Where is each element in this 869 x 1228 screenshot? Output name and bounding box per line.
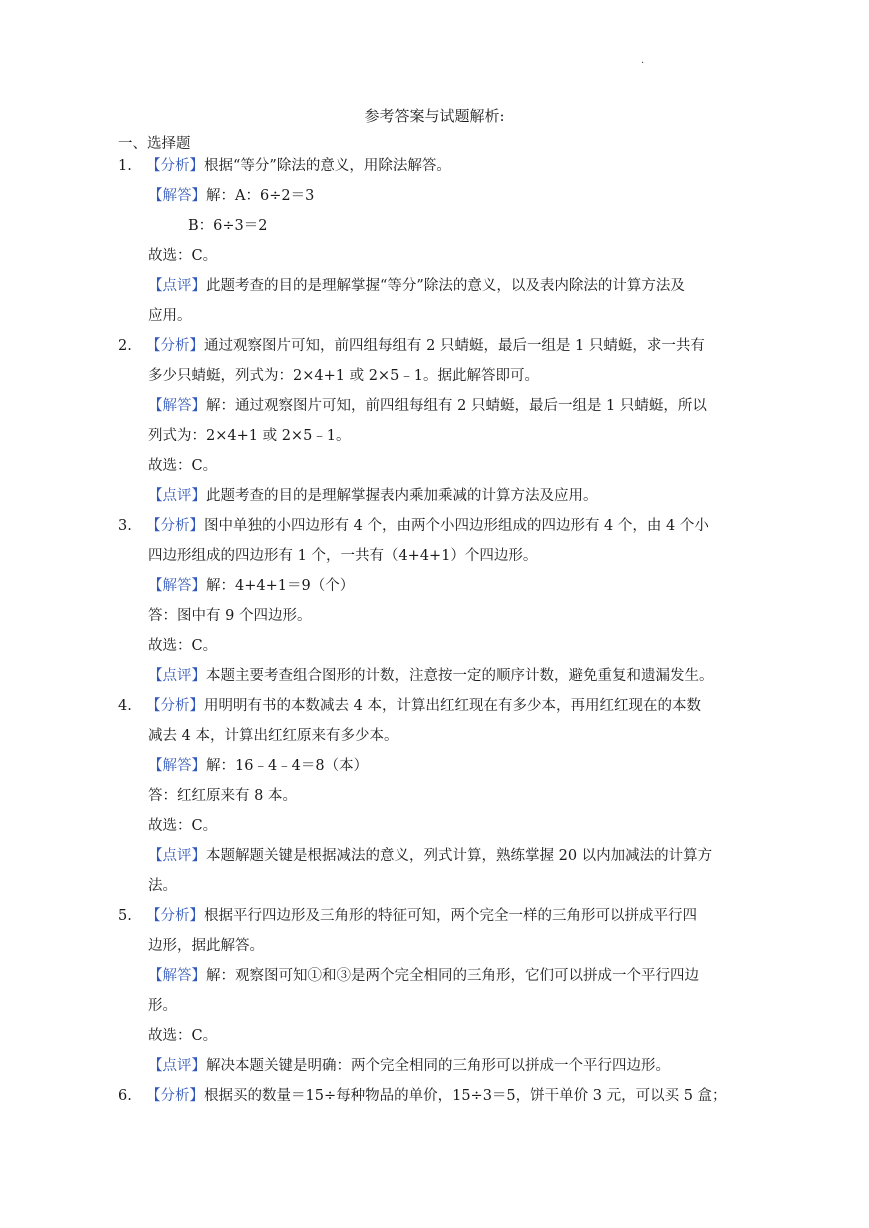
- line-text: 法。: [148, 878, 177, 894]
- question-number: 5.: [118, 908, 132, 924]
- question-line: [118, 906, 697, 926]
- line-text: 四边形组成的四边形有 1 个，一共有（4+4+1）个四边形。: [148, 548, 538, 564]
- tag-label: 【解答】: [148, 188, 206, 204]
- answer-line: [148, 1056, 670, 1076]
- line-text: 用明明有书的本数减去 4 本，计算出红红现在有多少本，再用红红现在的本数: [204, 698, 701, 714]
- answer-line: [148, 426, 351, 446]
- line-text: 解决本题关键是明确：两个完全相同的三角形可以拼成一个平行四边形。: [206, 1058, 670, 1074]
- answer-line: [148, 546, 537, 566]
- answer-line: [148, 486, 598, 506]
- question-number: 2.: [118, 338, 132, 354]
- answer-line: [148, 636, 217, 656]
- tag-label: 【点评】: [148, 488, 206, 504]
- line-text: 形。: [148, 998, 177, 1014]
- question-line: [118, 696, 701, 716]
- question-number: 6.: [118, 1088, 132, 1104]
- tag-label: 【点评】: [148, 848, 206, 864]
- line-text: 答：图中有 9 个四边形。: [148, 608, 312, 624]
- line-text: 此题考查的目的是理解掌握表内乘加乘减的计算方法及应用。: [206, 488, 598, 504]
- tag-label: 【点评】: [148, 668, 206, 684]
- line-text: 故选：C。: [148, 458, 218, 474]
- line-text: 本题主要考查组合图形的计数，注意按一定的顺序计数，避免重复和遗漏发生。: [206, 668, 714, 684]
- answer-line: [148, 456, 217, 476]
- answer-line: [148, 846, 712, 866]
- line-text: 本题解题关键是根据减法的意义，列式计算，熟练掌握 20 以内加减法的计算方: [206, 848, 713, 864]
- answer-line: [148, 606, 311, 626]
- header-dot: .: [641, 55, 645, 66]
- answer-line: [148, 576, 354, 596]
- line-text: 根据平行四边形及三角形的特征可知，两个完全一样的三角形可以拼成平行四: [204, 908, 697, 924]
- answer-line: [188, 216, 267, 236]
- answer-line: [148, 936, 264, 956]
- answer-line: [148, 996, 177, 1016]
- question-line: [118, 1086, 727, 1106]
- line-text: 解：4+4+1＝9（个）: [206, 578, 355, 594]
- line-text: 故选：C。: [148, 638, 218, 654]
- answer-line: [148, 276, 685, 296]
- tag-label: 【分析】: [146, 338, 204, 354]
- answer-line: [148, 306, 192, 326]
- line-text: 图中单独的小四边形有 4 个，由两个小四边形组成的四边形有 4 个，由 4 个小: [204, 518, 709, 534]
- line-text: 减去 4 本，计算出红红原来有多少本。: [148, 728, 399, 744]
- line-text: 解：16﹣4﹣4＝8（本）: [206, 758, 369, 774]
- line-text: 多少只蜻蜓，列式为：2×4+1 或 2×5﹣1。据此解答即可。: [148, 368, 540, 384]
- tag-label: 【解答】: [148, 398, 206, 414]
- tag-label: 【解答】: [148, 758, 206, 774]
- tag-label: 【分析】: [146, 698, 204, 714]
- answer-line: [148, 816, 217, 836]
- question-number: 4.: [118, 698, 132, 714]
- answer-line: [148, 786, 297, 806]
- tag-label: 【点评】: [148, 278, 206, 294]
- line-text: 通过观察图片可知，前四组每组有 2 只蜻蜓，最后一组是 1 只蜻蜓，求一共有: [204, 338, 705, 354]
- line-text: B：6÷3＝2: [188, 218, 268, 234]
- section-heading: 一、选择题: [118, 136, 191, 152]
- answer-line: [148, 666, 714, 686]
- line-text: 解：通过观察图片可知，前四组每组有 2 只蜻蜓，最后一组是 1 只蜻蜓，所以: [206, 398, 707, 414]
- line-text: 故选：C。: [148, 818, 218, 834]
- line-text: 故选：C。: [148, 1028, 218, 1044]
- tag-label: 【分析】: [146, 1088, 204, 1104]
- answer-line: [148, 246, 217, 266]
- tag-label: 【点评】: [148, 1058, 206, 1074]
- question-line: [118, 336, 705, 356]
- line-text: 解：A：6÷2＝3: [206, 188, 315, 204]
- tag-label: 【分析】: [146, 908, 204, 924]
- answer-line: [148, 366, 539, 386]
- answer-line: [148, 966, 699, 986]
- line-text: 故选：C。: [148, 248, 218, 264]
- tag-label: 【分析】: [146, 158, 204, 174]
- question-number: 1.: [118, 158, 132, 174]
- line-text: 解：观察图可知①和③是两个完全相同的三角形，它们可以拼成一个平行四边: [206, 968, 699, 984]
- line-text: 应用。: [148, 308, 192, 324]
- answer-line: [148, 186, 314, 206]
- tag-label: 【解答】: [148, 968, 206, 984]
- answer-line: [148, 726, 398, 746]
- page-title: 参考答案与试题解析:: [364, 107, 505, 125]
- question-line: [118, 516, 709, 536]
- line-text: 边形，据此解答。: [148, 938, 264, 954]
- line-text: 根据“等分”除法的意义，用除法解答。: [204, 158, 451, 174]
- answer-line: [148, 756, 368, 776]
- line-text: 根据买的数量＝15÷每种物品的单价，15÷3＝5，饼干单价 3 元，可以买 5 盒；: [204, 1088, 727, 1104]
- question-number: 3.: [118, 518, 132, 534]
- tag-label: 【分析】: [146, 518, 204, 534]
- line-text: 列式为：2×4+1 或 2×5﹣1。: [148, 428, 351, 444]
- line-text: 答：红红原来有 8 本。: [148, 788, 297, 804]
- answer-line: [148, 876, 177, 896]
- tag-label: 【解答】: [148, 578, 206, 594]
- answer-line: [148, 396, 707, 416]
- line-text: 此题考查的目的是理解掌握“等分”除法的意义，以及表内除法的计算方法及: [206, 278, 685, 294]
- question-line: [118, 156, 451, 176]
- answer-line: [148, 1026, 217, 1046]
